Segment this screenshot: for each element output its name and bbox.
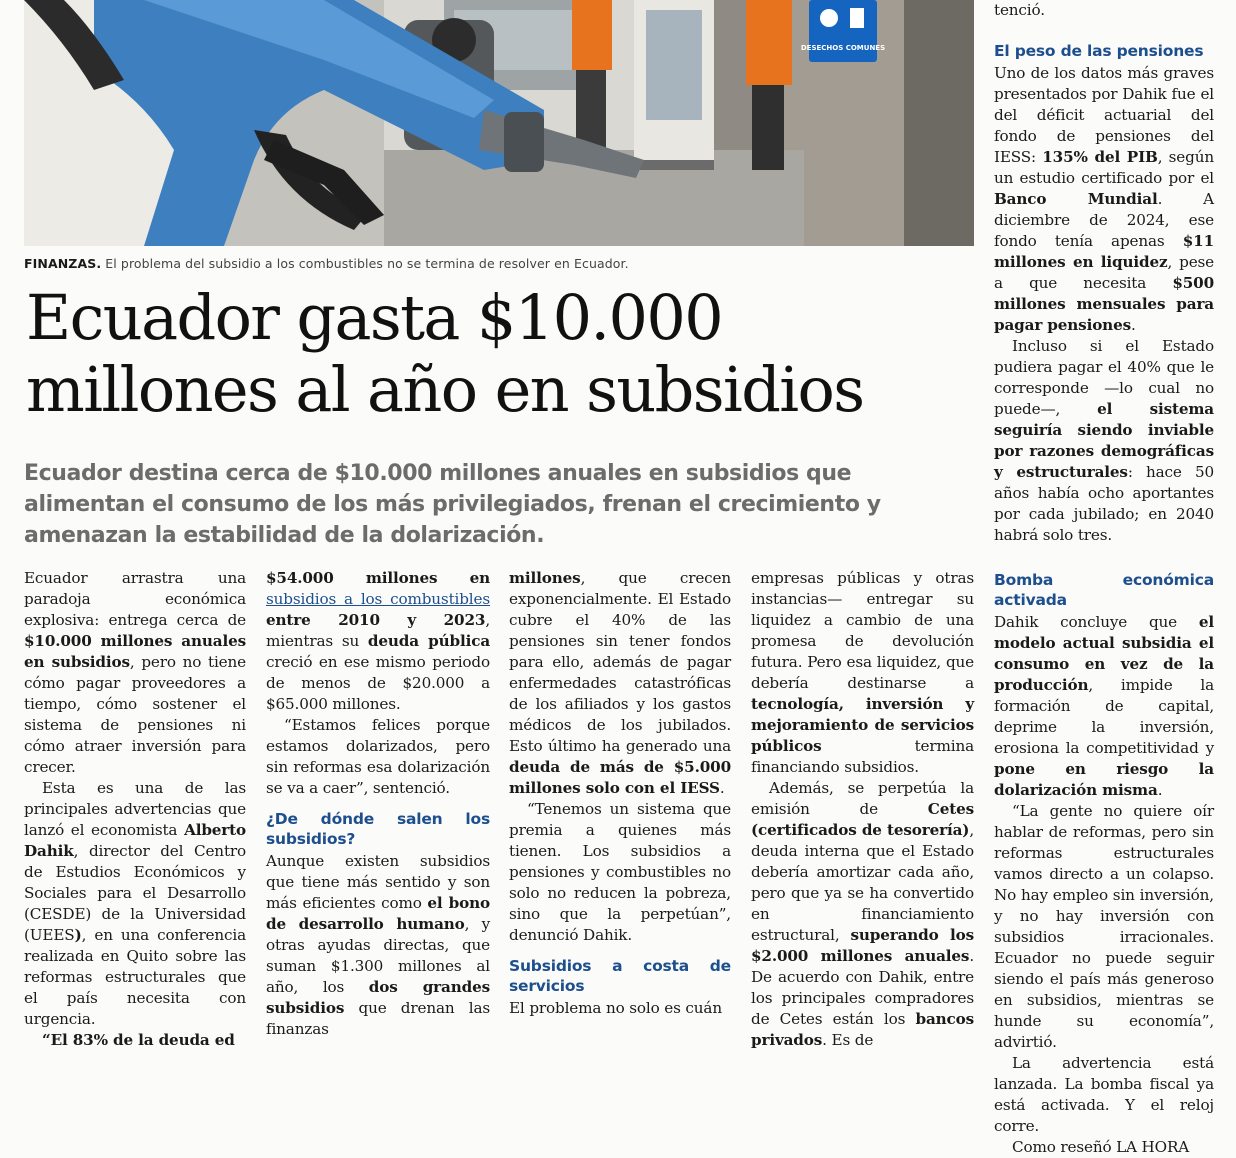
recycle-sign [809, 0, 877, 62]
caption-label: FINANZAS. [24, 256, 102, 271]
paragraph: Dahik concluye que el modelo actual subsidia el consumo en vez de la producción, impide la formación de capital, deprime la inversión, erosiona la competitividad y pone en riesgo la dolarización misma. [994, 613, 1214, 799]
paragraph: Aunque existen subsidios que tiene más sentido y son más eficientes como el bono de desarrollo humano, y otras ayudas directas, que suman $1.300 millones al año, los dos grandes subsidios que drenan las finanzas [266, 852, 490, 1038]
subheading: El peso de las pensiones [994, 42, 1204, 60]
sign-text: DESECHOS COMUNES [800, 44, 886, 52]
subtitle: Ecuador destina cerca de $10.000 millones anuales en subsidios que alimentan el consumo de los más privilegiados, frenan el crecimiento y amenazan la estabilidad de la dolarización. [24, 461, 881, 548]
paragraph: empresas públicas y otras instancias— entregar su liquidez a cambio de una promesa de devolución futura. Pero esa liquidez, que debería destinarse a tecnología, inversión y mejoramiento de servicios públicos termina financiando subsidios. [751, 569, 974, 776]
article-column-right [994, 0, 1214, 1158]
paragraph: Incluso si el Estado pudiera pagar el 40% que le corresponde —lo cual no puede—, el sistema seguiría siendo inviable por razones demográficas y estructurales: hace 50 años había ocho aportantes por cada jubilado; en 2040 habrá solo tres. [994, 337, 1215, 544]
paragraph: $54.000 millones en subsidios a los combustibles entre 2010 y 2023, mientras su deuda pública creció en ese mismo periodo de menos de $20.000 a $65.000 millones. [266, 569, 491, 713]
paragraph: Uno de los datos más graves presentados por Dahik fue el del déficit actuarial del fondo de pensiones del IESS: 135% del PIB, según un estudio certificado por el Banco Mundial. A diciembre de 2024, ese fondo tenía apenas $11 millones en liquidez, pese a que necesita $500 millones mensuales para pagar pensiones. [994, 64, 1215, 334]
paragraph: La advertencia está lanzada. La bomba fiscal ya está activada. Y el reloj corre. [994, 1054, 1214, 1135]
caption-text: El problema del subsidio a los combustibles no se termina de resolver en Ecuador. [101, 256, 629, 271]
subheading: Subsidios a costa de servicios [509, 957, 731, 995]
quote-paragraph: “La gente no quiere oír hablar de reformas, pero sin reformas estructurales vamos directo a un colapso. No hay empleo sin inversión, y no hay inversión con subsidios irracionales. Ecuador no puede seguir siendo el país más generoso en subsidios, mientras se hunde su economía”, advirtió. [994, 802, 1214, 1051]
quote-paragraph: “Tenemos un sistema que premia a quienes más tienen. Los subsidios a pensiones y combustibles no solo no reducen la pobreza, sino que la perpetúan”, denunció Dahik. [509, 800, 731, 944]
paragraph: Además, se perpetúa la emisión de Cetes (certificados de tesorería), deuda interna que el Estado debería amortizar cada año, pero que ya se ha convertido en financiamiento estructural, superando los $2.000 millones anuales. De acuerdo con Dahik, entre los principales compradores de Cetes están los bancos privados. Es de [751, 779, 974, 1049]
photo-caption [24, 256, 974, 271]
article-column-4 [751, 568, 974, 1051]
subsidies-link[interactable]: subsidios a los combustibles [266, 590, 490, 608]
headline: Ecuador gasta $10.000 millones al año en subsidios [26, 281, 864, 426]
article-column-2 [266, 568, 490, 1040]
paragraph: Esta es una de las principales advertencias que lanzó el economista Alberto Dahik, director del Centro de Estudios Económicos y Sociales para el Desarrollo (CESDE) de la Universidad (UEES), en una conferencia realizada en Quito sobre las reformas estructurales que el país necesita con urgencia. [24, 779, 246, 1028]
paragraph: tenció. [994, 1, 1045, 19]
quote-paragraph: “Estamos felices porque estamos dolarizados, pero sin reformas esa dolarización se va a caer”, sentenció. [266, 716, 490, 797]
subheading: ¿De dónde salen los subsidios? [266, 810, 490, 848]
fuel-pump-photo [24, 0, 974, 246]
paragraph: Ecuador arrastra una paradoja económica explosiva: entrega cerca de $10.000 millones anuales en subsidios, pero no tiene cómo pagar proveedores a tiempo, cómo sostener el sistema de pensiones ni cómo atraer inversión para crecer. [24, 569, 246, 776]
article-column-3 [509, 568, 731, 1019]
article-column-1 [24, 568, 246, 1051]
paragraph: Como reseñó LA HORA [1012, 1138, 1190, 1156]
article-photo [24, 0, 974, 246]
paragraph: El problema no solo es cuán [509, 999, 722, 1017]
paragraph: millones, que crecen exponencialmente. El Estado cubre el 40% de las pensiones sin tener fondos para ello, además de pagar enfermedades catastróficas de los afiliados y los gastos médicos de los jubilados. Esto último ha generado una deuda de más de $5.000 millones solo con el IESS. [509, 569, 731, 797]
subheading: Bomba económica activada [994, 571, 1214, 609]
paragraph: “El 83% de la deuda ed [42, 1031, 235, 1049]
